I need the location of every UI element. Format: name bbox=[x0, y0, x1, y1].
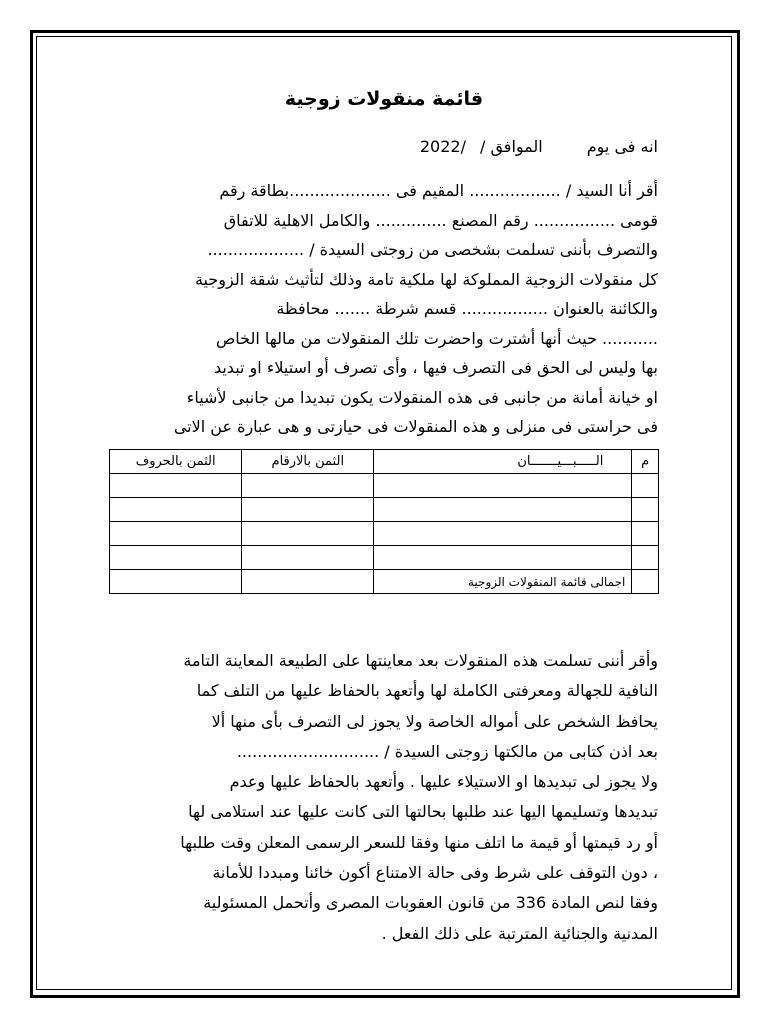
header-price-words: الثمن بالحروف bbox=[110, 450, 242, 474]
header-description: الـــــبـــيـــــــان bbox=[374, 450, 632, 474]
paragraph-line: ........... حيث أنها أشترت واحضرت تلك المنقولات من مالها الخاص bbox=[215, 328, 658, 348]
table-cell[interactable] bbox=[374, 522, 632, 546]
paragraph-line: بعد اذن كتابى من مالكتها زوجتى السيدة / ............................ bbox=[236, 741, 658, 761]
acknowledgment-paragraph bbox=[108, 646, 658, 949]
header-price-figures: الثمن بالارقام bbox=[242, 450, 374, 474]
paragraph-line: وفقا لنص المادة 336 من قانون العقوبات المصرى وأتحمل المسئولية bbox=[203, 893, 658, 913]
total-label: اجمالى قائمة المنقولات الزوجية bbox=[374, 570, 632, 594]
table-cell[interactable] bbox=[374, 474, 632, 498]
paragraph-line: أقر أنا السيد / .................. المقيم فى ....................بطاقة رقم bbox=[219, 181, 658, 200]
paragraph-line: او خيانة أمانة من جانبى فى هذه المنقولات يكون تبديدا من جانبى لأشياء bbox=[186, 387, 658, 407]
table-cell[interactable] bbox=[110, 546, 242, 570]
table-cell[interactable] bbox=[110, 474, 242, 498]
table-row bbox=[110, 474, 659, 498]
paragraph-line: ، دون التوقف على شرط وفى حالة الامتناع أكون خائنا ومبددا للأمانة bbox=[212, 863, 658, 883]
total-price-words[interactable] bbox=[110, 570, 242, 594]
paragraph-line: تبديدها وتسليمها اليها عند طلبها بحالتها التى كانت عليها عند استلامى لها bbox=[188, 802, 658, 822]
table-cell[interactable] bbox=[110, 498, 242, 522]
table-row bbox=[110, 522, 659, 546]
table-header-row bbox=[110, 450, 659, 474]
date-prefix: انه فى يوم bbox=[586, 137, 658, 156]
header-num: م bbox=[632, 450, 659, 474]
table-cell[interactable] bbox=[242, 546, 374, 570]
table-cell[interactable] bbox=[374, 498, 632, 522]
paragraph-line: النافية للجهالة ومعرفتى الكاملة لها وأتعهد بالحفاظ عليها من التلف كما bbox=[196, 681, 658, 701]
date-line bbox=[420, 137, 658, 156]
table-total-row bbox=[110, 570, 659, 594]
table-cell[interactable] bbox=[110, 522, 242, 546]
paragraph-line: قومى ................ رقم المصنع .............. والكامل الاهلية للاتفاق bbox=[223, 210, 658, 230]
table-row bbox=[110, 546, 659, 570]
table-cell[interactable] bbox=[632, 498, 659, 522]
table-cell[interactable] bbox=[632, 474, 659, 498]
table-cell[interactable] bbox=[632, 522, 659, 546]
table-cell[interactable] bbox=[242, 474, 374, 498]
furniture-list-table bbox=[109, 449, 659, 594]
date-middle: الموافق / bbox=[479, 137, 543, 156]
document-title: قائمة منقولات زوجية bbox=[284, 88, 484, 110]
paragraph-line: وأقر أننى تسلمت هذه المنقولات بعد معاينتها على الطبيعة المعاينة التامة bbox=[183, 651, 658, 670]
paragraph-line: والكائنة بالعنوان ................. قسم شرطة ....... محافظة bbox=[276, 299, 658, 318]
table-cell[interactable] bbox=[632, 546, 659, 570]
table-row bbox=[110, 498, 659, 522]
date-year: 2022/ bbox=[419, 137, 466, 156]
paragraph-line: أو رد قيمتها أو قيمة ما اتلف منها وفقا للسعر الرسمى المعلن وقت طلبها bbox=[180, 832, 658, 852]
paragraph-line: فى حراستى فى منزلى و هذه المنقولات فى حيازتى و هى عبارة عن الاتى bbox=[173, 417, 658, 436]
paragraph-line: كل منقولات الزوجية المملوكة لها ملكية تامة وذلك لتأثيث شقة الزوجية bbox=[194, 269, 658, 289]
paragraph-line: يحافظ الشخص على أمواله الخاصة ولا يجوز لى التصرف بأى منها ألا bbox=[211, 711, 658, 731]
table-cell[interactable] bbox=[242, 498, 374, 522]
paragraph-line: بها وليس لى الحق فى التصرف فيها ، وأى تصرف أو استيلاء او تبديد bbox=[213, 358, 658, 377]
total-price-figures[interactable] bbox=[242, 570, 374, 594]
table-cell[interactable] bbox=[242, 522, 374, 546]
paragraph-line: ولا يجوز لى تبديدها او الاستيلاء عليها . وأتعهد بالحفاظ عليها وعدم bbox=[229, 772, 658, 792]
paragraph-line: المدنية والجنائية المترتبة على ذلك الفعل . bbox=[381, 923, 658, 943]
table-cell[interactable] bbox=[632, 570, 659, 594]
declaration-paragraph bbox=[108, 176, 658, 442]
table-cell[interactable] bbox=[374, 546, 632, 570]
paragraph-line: والتصرف بأننى تسلمت بشخصى من زوجتى السيدة / ................... bbox=[207, 240, 658, 259]
